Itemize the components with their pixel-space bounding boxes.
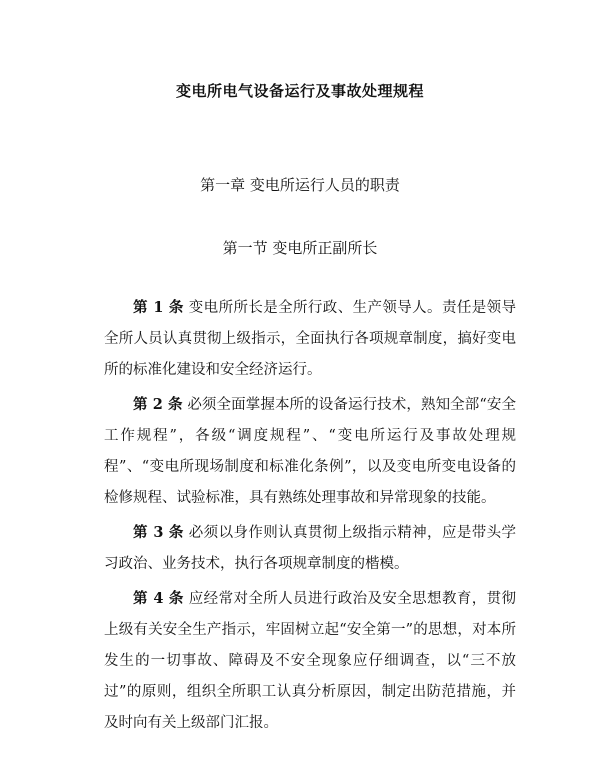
article-1 bbox=[104, 292, 516, 386]
article-text: 变电所所长是全所行政、生产领导人。责任是领导全所人员认真贯彻上级指示，全面执行各项规章制度，搞好变电所的标准化建设和安全经济运行。 bbox=[104, 300, 517, 378]
article-list bbox=[104, 292, 516, 742]
section-heading: 第一节 变电所正副所长 bbox=[222, 239, 378, 257]
article-label: 第 1 条 bbox=[133, 299, 184, 316]
article-text: 必须以身作则认真贯彻上级指示精神，应是带头学习政治、业务技术，执行各项规章制度的楷模。 bbox=[104, 525, 517, 572]
article-text: 应经常对全所人员进行政治及安全思想教育，贯彻上级有关安全生产指示，牢固树立起“安全第一”的思想，对本所发生的一切事故、障碍及不安全现象应仔细调查，以“三不放过”的原则，组织全所职工认真分析原因，制定出防范措施，并及时向有关上级部门汇报。 bbox=[104, 591, 517, 731]
article-2 bbox=[104, 389, 516, 514]
article-3 bbox=[104, 517, 516, 580]
chapter-heading: 第一章 变电所运行人员的职责 bbox=[200, 176, 400, 194]
article-4 bbox=[104, 583, 516, 739]
document-title: 变电所电气设备运行及事故处理规程 bbox=[175, 82, 424, 100]
article-label: 第 2 条 bbox=[133, 396, 183, 413]
article-label: 第 4 条 bbox=[133, 590, 184, 607]
article-label: 第 3 条 bbox=[133, 524, 184, 541]
article-text: 必须全面掌握本所的设备运行技术，熟知全部“安全工作规程”，各级“调度规程”、“变电所运行及事故处理规程”、“变电所现场制度和标准化条例”，以及变电所变电设备的检修规程、试验标准，具有熟练处理事故和异常现象的技能。 bbox=[104, 397, 517, 506]
